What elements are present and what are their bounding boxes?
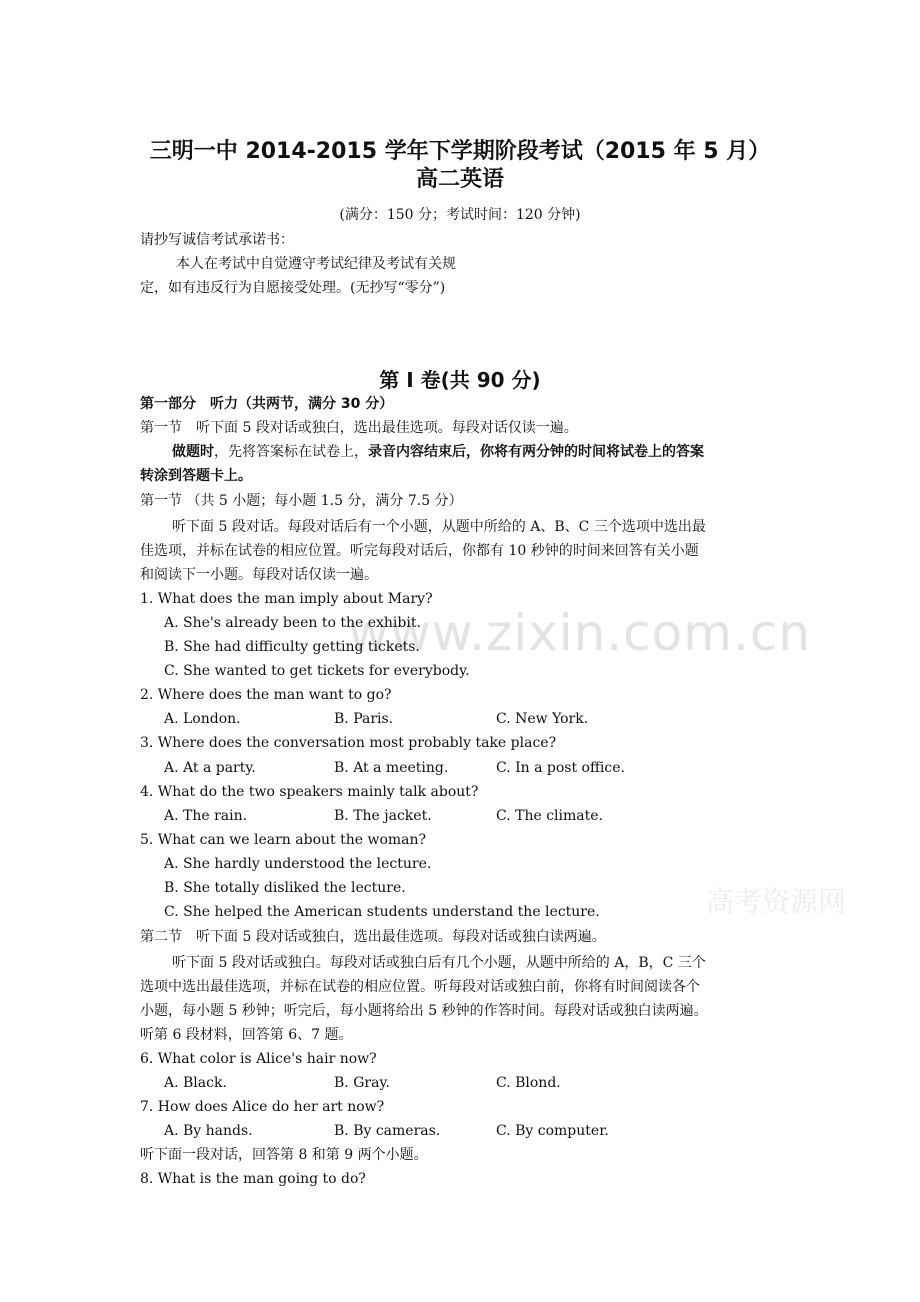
q6-option-a: A. Black.: [164, 1075, 227, 1091]
bold-note-t1: ，先将答案标在试卷上，: [214, 444, 368, 460]
q6-question: 6. What color is Alice's hair now?: [140, 1051, 377, 1067]
bold-note-b1: 做题时: [172, 444, 214, 460]
q3-option-a: A. At a party.: [164, 760, 256, 776]
q3-question: 3. Where does the conversation most probably take place?: [140, 735, 557, 751]
section2-instr-1: 听下面 5 段对话或独白。每段对话或独白后有几个小题，从题中所给的 A，B，C 三个: [172, 955, 706, 971]
section2-instr-3: 小题，每小题 5 秒钟；听完后，每小题将给出 5 秒钟的作答时间。每段对话或独白读两遍。: [140, 1003, 708, 1019]
q1-option-c: C. She wanted to get tickets for everybody.: [164, 663, 470, 679]
q2-question: 2. Where does the man want to go?: [140, 687, 392, 703]
part1-note: 第一节 听下面 5 段对话或独白，选出最佳选项。每段对话仅读一遍。: [140, 420, 578, 436]
listen-8-9: 听下面一段对话，回答第 8 和第 9 两个小题。: [140, 1147, 428, 1163]
exam-title-line1: 三明一中 2014-2015 学年下学期阶段考试（2015 年 5 月）: [149, 139, 771, 164]
q5-option-a: A. She hardly understood the lecture.: [164, 856, 432, 872]
q4-option-a: A. The rain.: [164, 808, 248, 824]
section1-header: 第一节 （共 5 小题；每小题 1.5 分，满分 7.5 分）: [140, 493, 463, 509]
q4-option-b: B. The jacket.: [334, 808, 432, 824]
section2-instr-2: 选项中选出最佳选项，并标在试卷的相应位置。听每段对话或独白前，你将有时间阅读各个: [140, 979, 700, 995]
q4-option-c: C. The climate.: [496, 808, 603, 824]
pledge-label: 请抄写诚信考试承诺书：: [140, 232, 294, 248]
q7-option-c: C. By computer.: [496, 1123, 609, 1139]
listen-6-7: 听第 6 段材料，回答第 6、7 题。: [140, 1027, 353, 1043]
q7-option-b: B. By cameras.: [334, 1123, 441, 1139]
q3-option-b: B. At a meeting.: [334, 760, 449, 776]
q7-option-a: A. By hands.: [164, 1123, 253, 1139]
part1-heading: 第一部分 听力（共两节，满分 30 分）: [140, 396, 394, 412]
q6-option-c: C. Blond.: [496, 1075, 561, 1091]
bold-note-b2: 录音内容结束后，你将有两分钟的时间将试卷上的答案: [368, 444, 704, 460]
q1-option-b: B. She had difficulty getting tickets.: [164, 639, 420, 655]
q8-question: 8. What is the man going to do?: [140, 1171, 366, 1187]
section1-instr-1: 听下面 5 段对话。每段对话后有一个小题，从题中所给的 A、B、C 三个选项中选出最: [172, 519, 706, 535]
section-title: 第 I 卷(共 90 分): [379, 368, 541, 392]
q7-question: 7. How does Alice do her art now?: [140, 1099, 385, 1115]
q2-option-c: C. New York.: [496, 711, 589, 727]
q1-question: 1. What does the man imply about Mary?: [140, 591, 433, 607]
exam-meta: (满分：150 分；考试时间：120 分钟): [339, 207, 581, 223]
watermark-secondary: 高考资源网: [706, 885, 847, 918]
q2-option-b: B. Paris.: [334, 711, 394, 727]
q5-option-b: B. She totally disliked the lecture.: [164, 880, 406, 896]
exam-title-line2: 高二英语: [415, 167, 504, 192]
section1-instr-2: 佳选项，并标在试卷的相应位置。听完每段对话后，你都有 10 秒钟的时间来回答有关小题: [140, 543, 699, 559]
watermark: www.zixin.com.cn: [348, 604, 812, 662]
bold-note-line2: 转涂到答题卡上。: [140, 468, 252, 484]
q6-option-b: B. Gray.: [334, 1075, 390, 1091]
pledge-line1: 本人在考试中自觉遵守考试纪律及考试有关规: [176, 256, 456, 272]
section2-header: 第二节 听下面 5 段对话或独白，选出最佳选项。每段对话或独白读两遍。: [140, 929, 606, 945]
pledge-line2: 定，如有违反行为自愿接受处理。(无抄写“零分”): [140, 280, 446, 296]
q3-option-c: C. In a post office.: [496, 760, 625, 776]
section1-instr-3: 和阅读下一小题。每段对话仅读一遍。: [140, 567, 378, 583]
q2-option-a: A. London.: [164, 711, 241, 727]
bold-note-line1: [172, 443, 704, 461]
q5-question: 5. What can we learn about the woman?: [140, 832, 427, 848]
q4-question: 4. What do the two speakers mainly talk about?: [140, 784, 479, 800]
q1-option-a: A. She's already been to the exhibit.: [164, 615, 421, 631]
q5-option-c: C. She helped the American students understand the lecture.: [164, 904, 600, 920]
